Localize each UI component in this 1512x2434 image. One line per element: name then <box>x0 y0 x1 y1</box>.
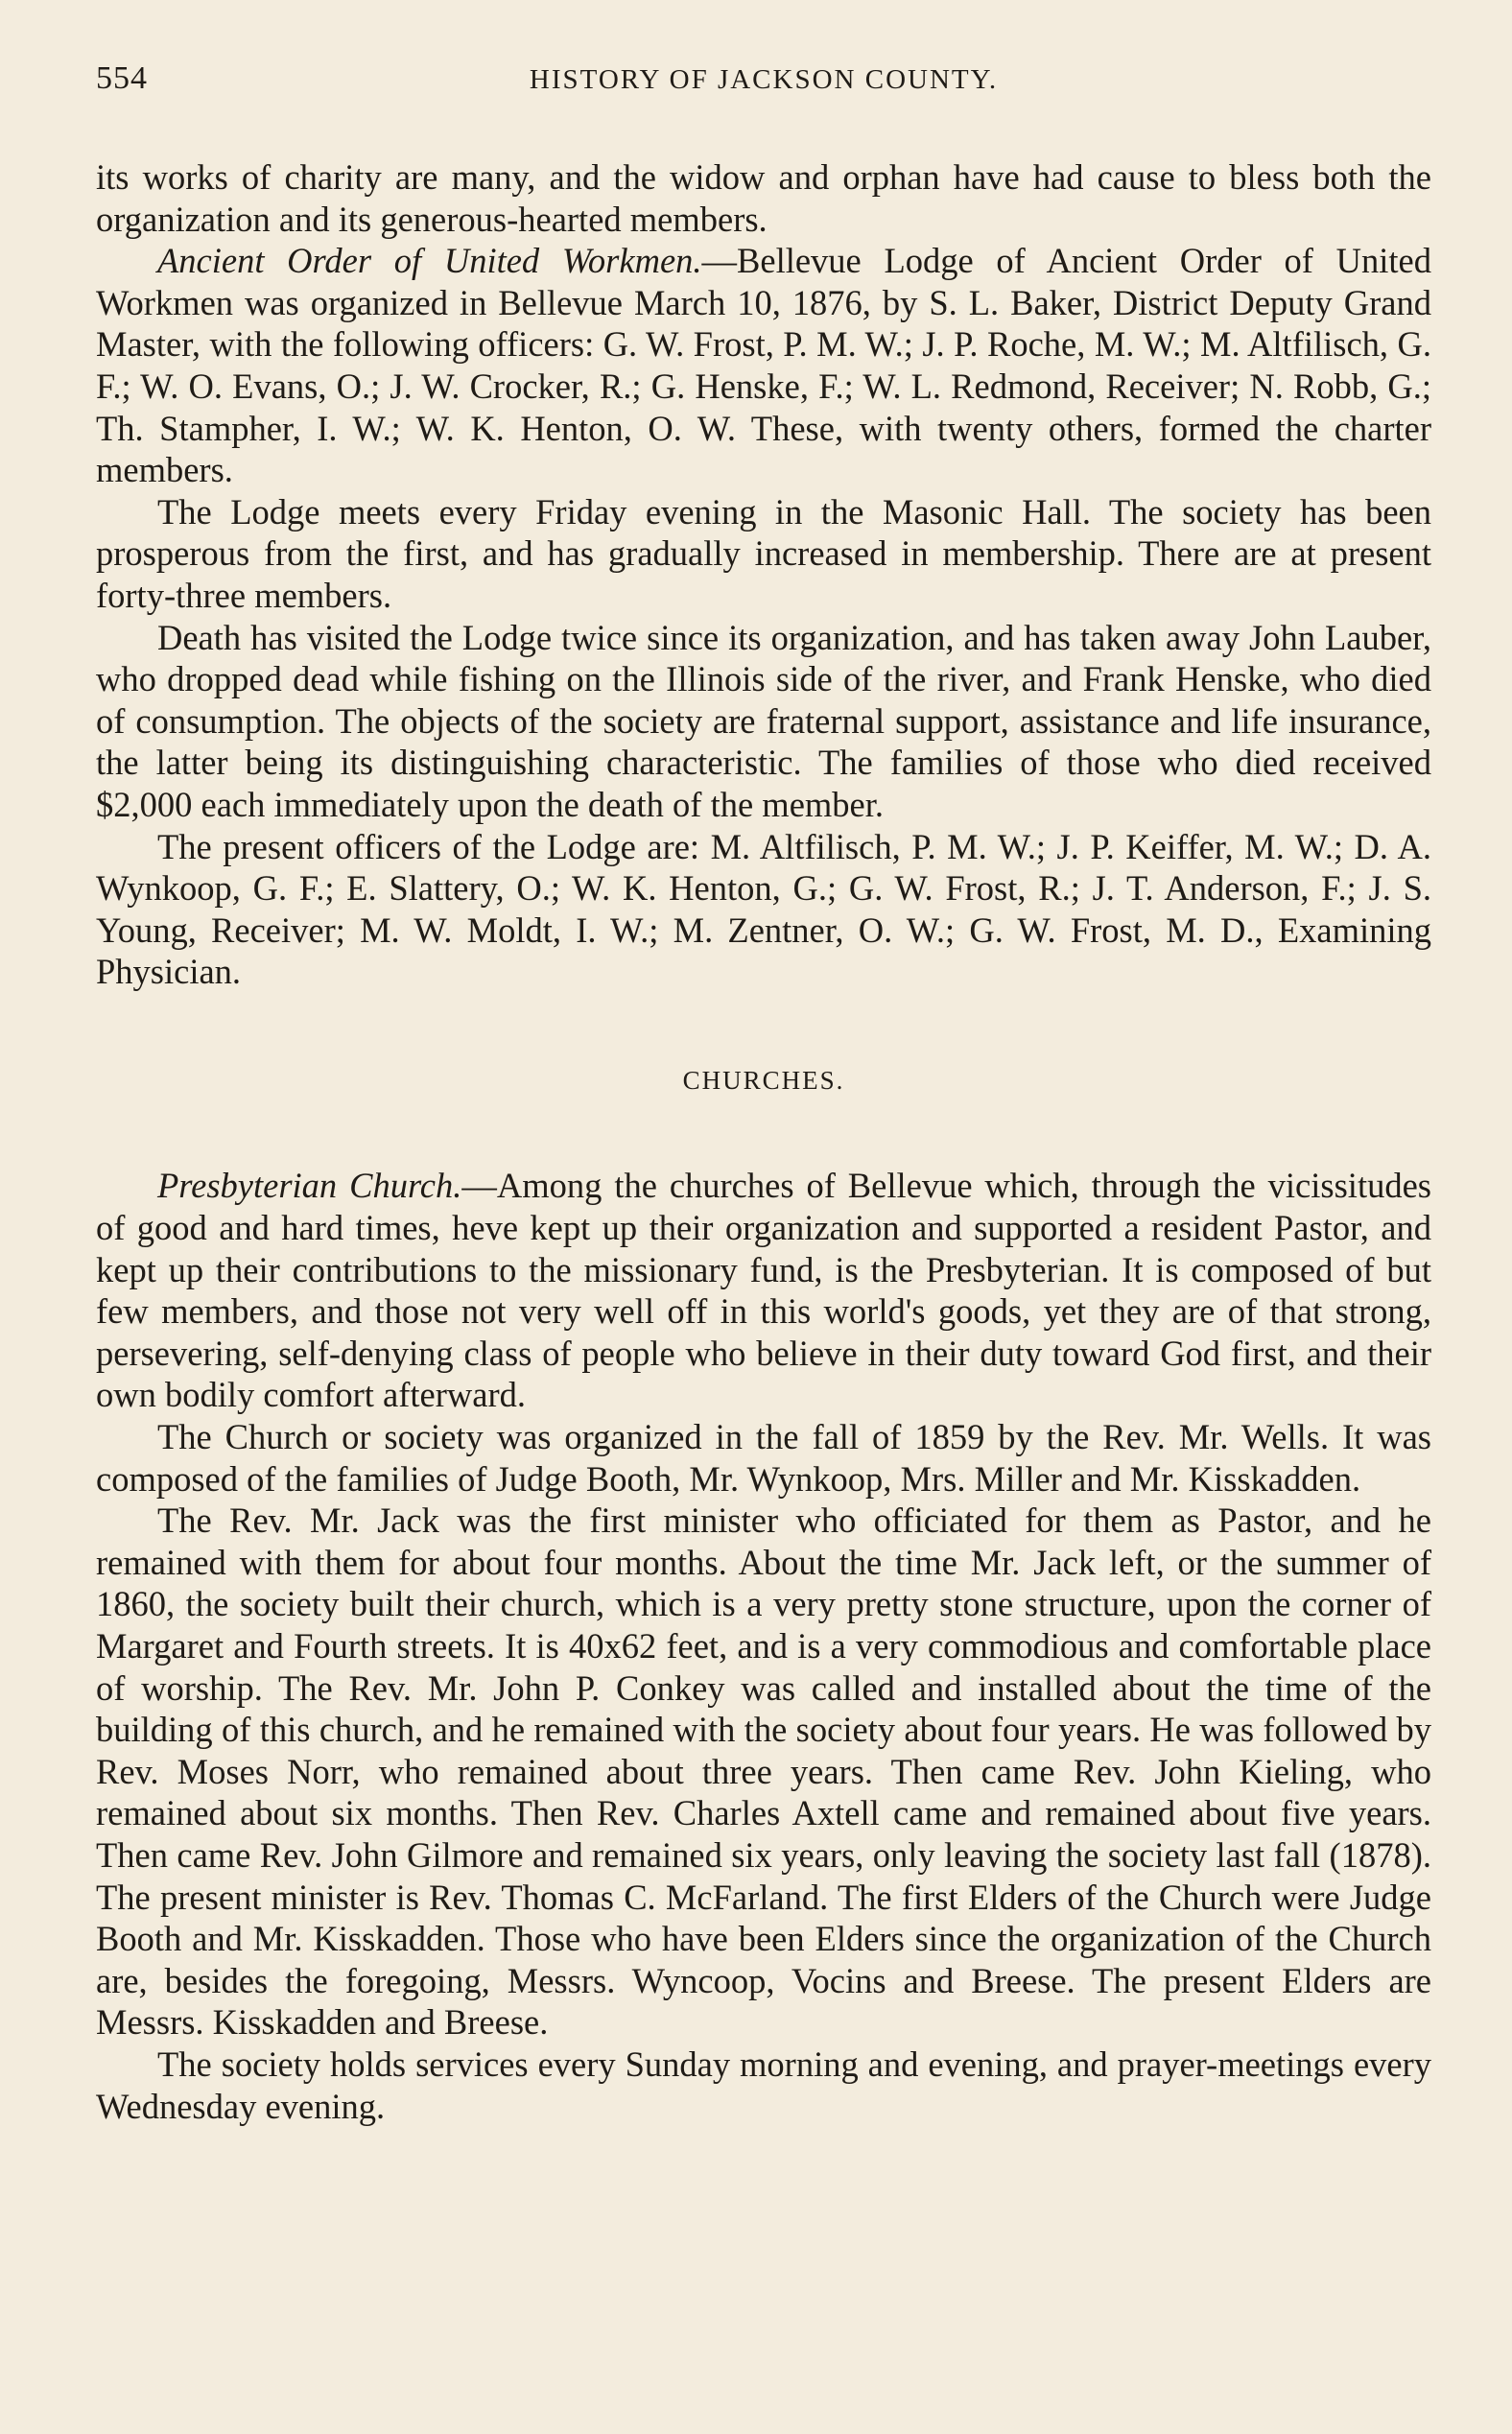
page-header <box>96 53 1431 106</box>
paragraph-church-services: The society holds services every Sunday morning and evening, and prayer-meetings every Wednesday evening. <box>96 2044 1431 2126</box>
book-page <box>96 53 1431 2127</box>
run-in-heading-workmen: Ancient Order of United Workmen. <box>157 241 702 281</box>
paragraph-church-organized: The Church or society was organized in the fall of 1859 by the Rev. Mr. Wells. It was composed of the families of Judge Booth, Mr. Wynkoop, Mrs. Miller and Mr. Kisskadden. <box>96 1417 1431 1499</box>
paragraph-text: —Bellevue Lodge of Ancient Order of United Workmen was organized in Bellevue March 10, 1876, by S. L. Baker, District Deputy Grand Master, with the following officers: G. W. Frost, P. M. W.; J. P. Roche, M. W.; M. Altfilisch, G. F.; W. O. Evans, O.; J. W. Crocker, R.; G. Henske, F.; W. L. Redmond, Receiver; N. Robb, G.; Th. Stampher, I. W.; W. K. Henton, O. W. These, with twenty others, formed the charter members. <box>96 241 1432 490</box>
paragraph-workmen-organization <box>96 240 1431 491</box>
paragraph-continuation: its works of charity are many, and the widow and orphan have had cause to bless both the organization and its generous-hearted members. <box>96 157 1431 239</box>
run-in-heading-presbyterian: Presbyterian Church. <box>157 1166 462 1206</box>
page-number: 554 <box>96 60 148 96</box>
section-heading-churches: CHURCHES. <box>682 1065 845 1095</box>
paragraph-church-ministers: The Rev. Mr. Jack was the first minister who officiated for them as Pastor, and he remained with them for about four months. About the time Mr. Jack left, or the summer of 1860, the society built their church, which is a very pretty stone structure, upon the corner of Margaret and Fourth streets. It is 40x62 feet, and is a very commodious and comfortable place of worship. The Rev. Mr. John P. Conkey was called and installed about the time of the building of this church, and he remained with the society about four years. He was followed by Rev. Moses Norr, who remained about three years. Then came Rev. John Kieling, who remained about six months. Then Rev. Charles Axtell came and remained about five years. Then came Rev. John Gilmore and remained six years, only leaving the society last fall (1878). The present minister is Rev. Thomas C. McFarland. The first Elders of the Church were Judge Booth and Mr. Kisskadden. Those who have been Elders since the organization of the Church are, besides the foregoing, Messrs. Wyncoop, Vocins and Breese. The present Elders are Messrs. Kisskadden and Breese. <box>96 1501 1431 2043</box>
page-body <box>96 156 1431 2127</box>
paragraph-present-officers: The present officers of the Lodge are: M. Altfilisch, P. M. W.; J. P. Keiffer, M. W.; D. A. Wynkoop, G. F.; E. Slattery, O.; W. K. Henton, G.; G. W. Frost, R.; J. T. Anderson, F.; J. S. Young, Receiver; M. W. Moldt, I. W.; M. Zentner, O. W.; G. W. Frost, M. D., Examining Physician. <box>96 826 1431 992</box>
paragraph-lodge-deaths: Death has visited the Lodge twice since its organization, and has taken away John Lauber, who dropped dead while fishing on the Illinois side of the river, and Frank Henske, who died of consumption. The objects of the society are fraternal support, assistance and life insurance, the latter being its distinguishing characteristic. The families of those who died received $2,000 each immediately upon the death of the member. <box>96 617 1431 824</box>
paragraph-presbyterian-church <box>96 1165 1431 1416</box>
paragraph-lodge-meetings: The Lodge meets every Friday evening in the Masonic Hall. The society has been prosperous from the first, and has gradually increased in membership. There are at present forty-three members. <box>96 491 1431 615</box>
running-head: HISTORY OF JACKSON COUNTY. <box>529 64 999 95</box>
paragraph-text: —Among the churches of Bellevue which, through the vicissitudes of good and hard times, heve kept up their organization and supported a resident Pastor, and kept up their contributions to the missionary fund, is the Presbyterian. It is composed of but few members, and those not very well off in this world's goods, yet they are of that strong, persevering, self-denying class of people who believe in their duty toward God first, and their own bodily comfort afterward. <box>96 1166 1431 1415</box>
